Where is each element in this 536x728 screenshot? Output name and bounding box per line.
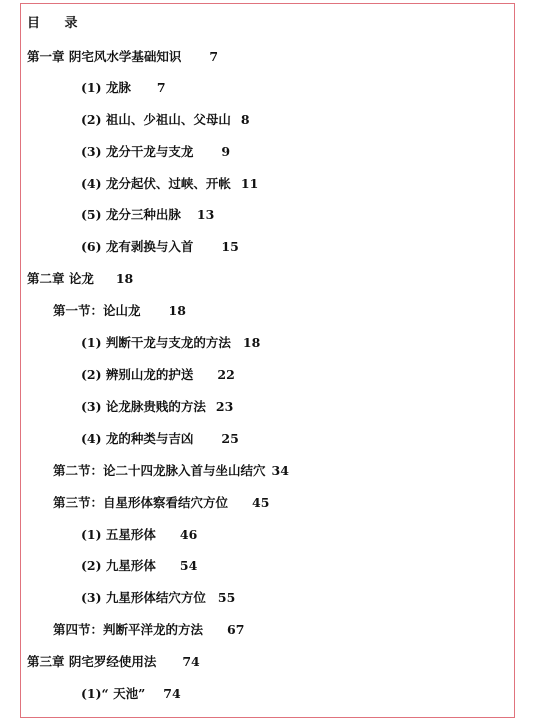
toc-entry (81, 397, 233, 417)
toc-entry-text: (1) 龙脉 (81, 80, 131, 95)
toc-entry-text: 第三节：自星形体察看结穴方位 (53, 495, 229, 510)
toc-entry-text: 第二章 论龙 (27, 271, 94, 286)
toc-entry (81, 142, 230, 162)
toc-entry (81, 237, 239, 257)
toc-entry-page: 25 (221, 431, 239, 446)
toc-entry-text: (2) 祖山、少祖山、父母山 (81, 112, 231, 127)
toc-entry-text: (4) 龙的种类与吉凶 (81, 431, 194, 446)
toc-entry-page: 67 (227, 622, 245, 637)
toc-entry-page: 54 (179, 558, 198, 573)
toc-entry-page: 15 (221, 239, 239, 254)
toc-entry-section (53, 461, 289, 481)
toc-entry (81, 78, 166, 98)
toc-entry (81, 588, 235, 608)
toc-entry-chapter-2 (27, 269, 133, 289)
toc-entry (81, 556, 197, 576)
toc-entry-text: (2) 辨别山龙的护送 (81, 367, 194, 382)
toc-entry-text: (1) 五星形体 (81, 527, 156, 542)
toc-entry-text: 第一节：论山龙 (53, 303, 141, 318)
toc-entry (81, 110, 250, 130)
toc-entry-text: (4) 龙分起伏、过峡、开帐 (81, 176, 231, 191)
toc-entry-text: 第三章 阴宅罗经使用法 (27, 654, 157, 669)
toc-entry-page: 11 (240, 176, 259, 191)
toc-entry-section (53, 620, 244, 640)
toc-entry (81, 205, 214, 225)
toc-entry-text: (1)“ 天池” (81, 686, 146, 701)
toc-entry-text: (5) 龙分三种出脉 (81, 207, 181, 222)
toc-entry-page: 18 (242, 335, 261, 350)
toc-entry (81, 333, 260, 353)
toc-entry-text: (3) 论龙脉贵贱的方法 (81, 399, 206, 414)
toc-entry-text: 第二节：论二十四龙脉入首与坐山结穴 (53, 463, 266, 478)
toc-entry-text: 第四节：判断平洋龙的方法 (53, 622, 204, 637)
toc-entry-page: 46 (179, 527, 198, 542)
toc-entry-page: 13 (196, 207, 215, 222)
toc-entry-page: 22 (217, 367, 235, 382)
toc-title: 目 录 (27, 16, 88, 31)
toc-entry-page: 7 (209, 49, 219, 64)
toc-entry-page: 8 (240, 112, 250, 127)
toc-entry-page: 18 (168, 303, 186, 318)
toc-entry-text: (3) 九星形体结穴方位 (81, 590, 206, 605)
toc-entry-text: (6) 龙有剥换与入首 (81, 239, 194, 254)
toc-entry (81, 429, 239, 449)
toc-entry-chapter-3 (27, 652, 200, 672)
toc-entry-section (53, 493, 269, 513)
toc-entry-page: 23 (215, 399, 234, 414)
toc-entry-page: 45 (252, 495, 270, 510)
toc-entry (81, 365, 235, 385)
toc-entry-text: (3) 龙分干龙与支龙 (81, 144, 194, 159)
toc-entry-page: 74 (182, 654, 200, 669)
toc-entry-page: 55 (217, 590, 236, 605)
toc-entry-chapter-1 (27, 47, 218, 67)
toc-entry (81, 174, 258, 194)
toc-entry-page: 9 (221, 144, 231, 159)
toc-entry-text: (1) 判断干龙与支龙的方法 (81, 335, 231, 350)
toc-entry-page: 74 (163, 686, 181, 701)
toc-entry-page: 18 (115, 271, 134, 286)
toc-entry-text: (2) 九星形体 (81, 558, 156, 573)
toc-entry-text: 第一章 阴宅风水学基础知识 (27, 49, 182, 64)
toc-entry (81, 525, 197, 545)
toc-entry-section (53, 301, 186, 321)
toc-entry-page: 34 (271, 463, 289, 478)
toc-entry-page: 7 (156, 80, 166, 95)
toc-entry (81, 684, 181, 704)
